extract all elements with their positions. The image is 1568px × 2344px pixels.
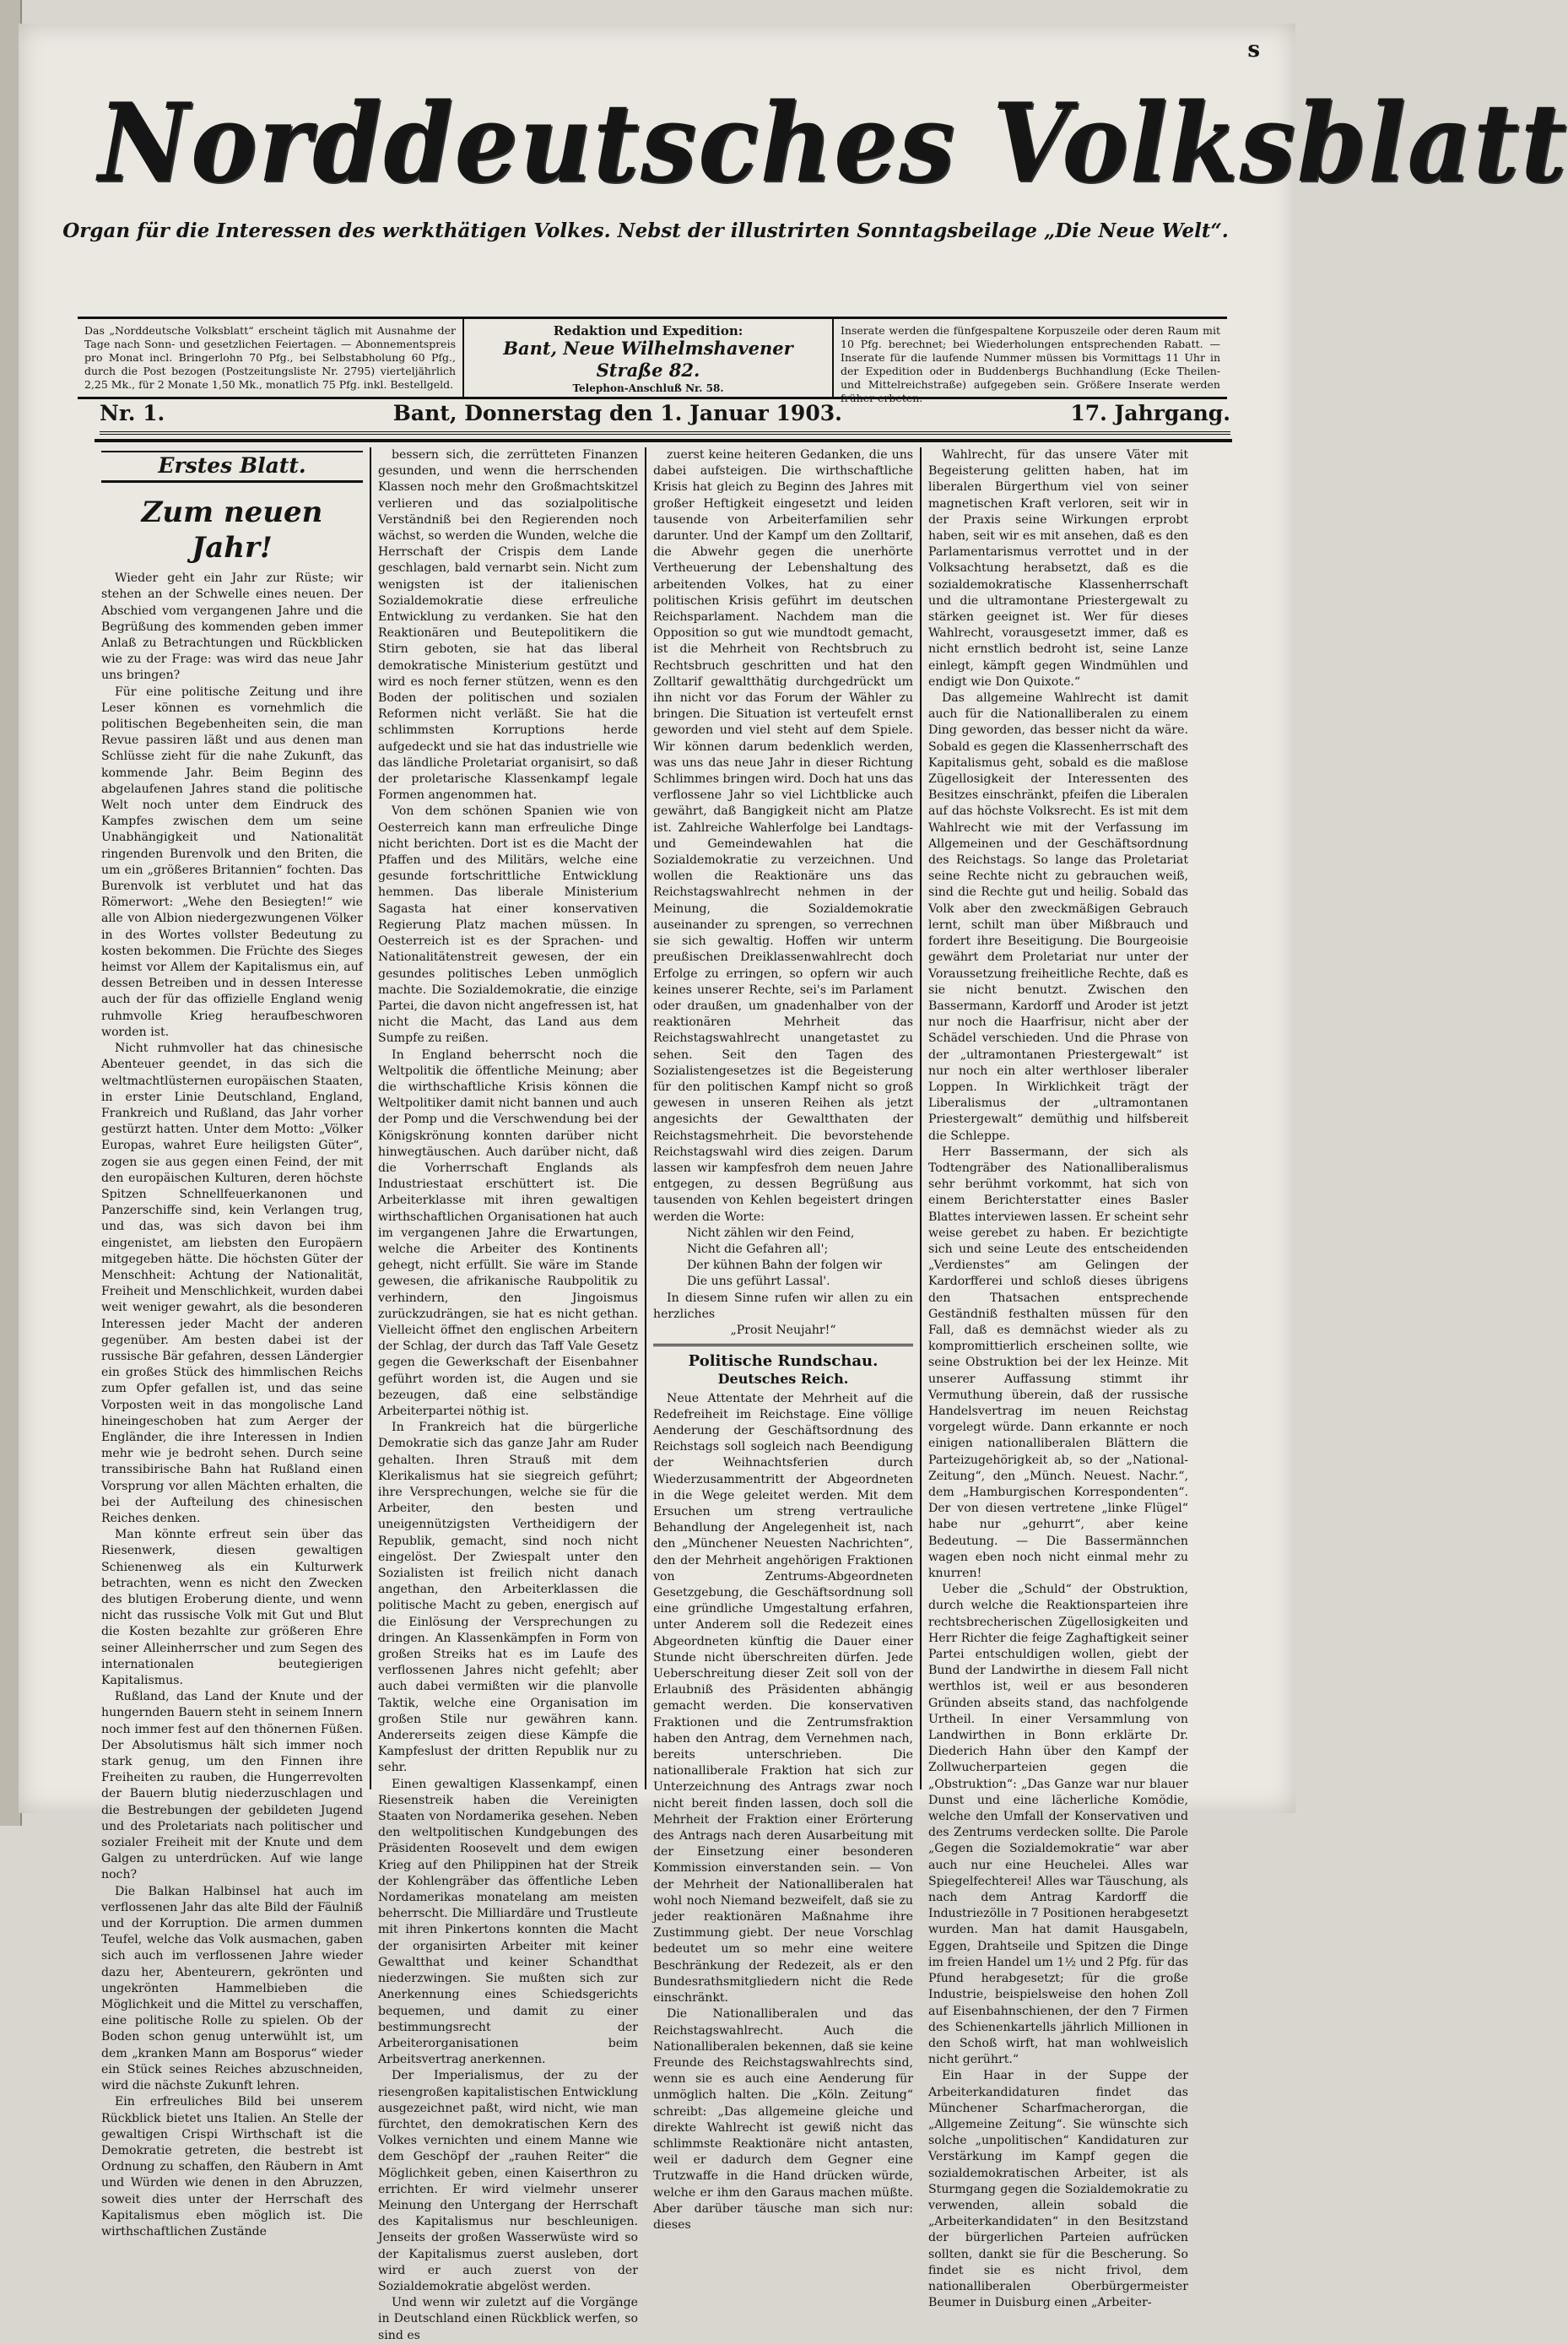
masthead [51,59,1568,287]
poem-line: Der kühnen Bahn der folgen wir [687,1259,882,1273]
paragraph: In diesem Sinne rufen wir allen zu ein herzliches [653,1291,913,1321]
issue-number: Nr. 1. [100,400,165,425]
paragraph: Neue Attentate der Mehrheit auf die Redefreiheit im Reichstage. Eine völlige Aenderung der Geschäftsordnung des Reichstags soll sogleich nach Beendigung der Weihnachtsferien durch Wiederzusammentritt der Abgeordneten in die Wege geleitet werden. Mit dem Ersuchen um streng vertrauliche Behandlung der Angelegenheit ist, nach den „Münchener Neuesten Nachrichten“, den der Mehrheit angehörigen Fraktionen von Zentrums-Abgeordneten Gesetzgebung, die Geschäftsordnung soll eine gründliche Umgestaltung erfahren, unter Anderem soll die Redezeit eines Abgeordneten künftig die Dauer einer Stunde nicht überschreiten dürfen. Jede Ueberschreitung dieser Zeit soll von der Erlaubniß des Präsidenten abhängig gemacht werden. Die konservativen Fraktionen und die Zentrumsfraktion haben den Antrag, dem Vernehmen nach, bereits unterschrieben. Die nationalliberale Fraktion hat sich zur Unterzeichnung des Antrags zwar noch nicht bereit finden lassen, doch soll die Mehrheit der Fraktion einer Erörterung des Antrags nach deren Ausarbeitung mit der Einsetzung einer besonderen Kommission einverstanden sein. — Von der Mehrheit der Nationalliberalen hat wohl noch Niemand bezweifelt, daß sie zu jeder reaktionären Maßnahme ihre Zustimmung giebt. Der neue Vorschlag bedeutet um so mehr eine weitere Beschränkung der Redezeit, als er den Bundesrathsmitgliedern nicht die Rede einschränkt. [653,1391,913,2006]
subscription-info: Das „Norddeutsche Volksblatt“ erscheint täglich mit Ausnahme der Tage nach Sonn- und gesetzlichen Feiertagen. — Abonnementspreis pro Monat incl. Bringerlohn 70 Pfg., bei Selbstabholung 60 Pfg., durch die Post bezogen (Postzeitungsliste Nr. 2795) vierteljährlich 2,25 Mk., für 2 Monate 1,50 Mk., monatlich 75 Pfg. inkl. Bestellgeld. [78,319,464,397]
paragraph: Die Balkan Halbinsel hat auch im verflossenen Jahr das alte Bild der Fäulniß und der Korruption. Die armen dummen Teufel, welche das Volk ausmachen, gaben sich auch im verflossenen Jahre wieder dazu her, Abenteurern, gekrönten und ungekrönten Hammelbieben die Möglichkeit und die Mittel zu verschaffen, eine politische Rolle zu spielen. Ob der Boden schon genug unterwühlt ist, um dem „kranken Mann am Bosporus“ wieder ein Stück seines Reiches abzuschneiden, wird die nächste Zukunft lehren. [101,1884,363,2093]
paragraph: Für eine politische Zeitung und ihre Leser können es vornehmlich die politischen Begebenheiten sein, die man Revue passiren läßt und aus denen man Schlüsse zieht für die nahe Zukunft, das kommende Jahr. Beim Beginn des abgelaufenen Jahres stand die politische Welt noch unter dem Eindruck des Kampfes zwischen dem um seine Unabhängigkeit und Nationalität ringenden Burenvolk und den Briten, die um ein „größeres Britannien“ fochten. Das Burenvolk ist verblutet und hat das Römerwort: „Wehe den Besiegten!“ wie alle von Albion niedergezwungenen Völker in des Wortes vollster Bedeutung zu kosten bekommen. Die Früchte des Sieges heimst vor Allem der Kapitalismus ein, auf dessen Betreiben und in dessen Interesse auch der für das offizielle England wenig ruhmvolle Krieg heraufbeschworen worden ist. [101,685,363,1039]
paragraph: Wieder geht ein Jahr zur Rüste; wir stehen an der Schwelle eines neuen. Der Abschied vom vergangenen Jahre und die Begrüßung des kommenden geben immer Anlaß zu Betrachtungen und Rückblicken wie zu der Frage: was wird das neue Jahr uns bringen? [101,571,363,683]
editorial-heading: Redaktion und Expedition: [553,323,743,338]
issue-date: Bant, Donnerstag den 1. Januar 1903. [392,400,842,425]
paragraph: Ueber die „Schuld“ der Obstruktion, durch welche die Reaktionsparteien ihre rechtsbrecherischen Zügellosigkeiten und Herr Richter die feige Zaghaftigkeit seiner Partei entschuldigen wollen, giebt der Bund der Landwirthe in diesem Fall nicht werthlos ist, weil er aus besonderen Gründen abseits stand, das nachfolgende Urtheil. In einer Versammlung von Landwirthen in Bonn erklärte Dr. Diederich Hahn über den Kampf der Zollwucherparteien gegen die „Obstruktion“: „Das Ganze war nur blauer Dunst und eine lächerliche Komödie, welche den Umfall der Konservativen und des Zentrums verdecken sollte. Die Parole „Gegen die Sozialdemokratie“ war aber auch nur eine Heuchelei. Alles war Spiegelfechterei! Alles war Täuschung, als nach dem Antrag Kardorff die Industriezölle in 7 Positionen herabgesetzt wurden. Man hat damit Hausgabeln, Eggen, Drahtseile und Spitzen die Dinge im freien Handel um 1½ und 2 Pfg. für das Pfund herabgesetzt; für die große Industrie, beispielsweise den hohen Zoll auf Eisenbahnschienen, der den 7 Firmen des Schienenkartells jährlich Millionen in den Schoß wirft, hat man wohlweislich nicht gerührt.“ [928,1583,1188,2067]
sub-heading: Deutsches Reich. [717,1371,849,1388]
article-columns [95,447,1235,2342]
paragraph: Das allgemeine Wahlrecht ist damit auch für die Nationalliberalen zu einem Ding geworden, das besser nicht da wäre. Sobald es gegen die Klassenherrschaft des Kapitalismus geht, sobald es die maßlose Zügellosigkeit der Interessenten des Besitzes einschränkt, pfeifen die Liberalen auf das höchste Volksrecht. Es ist mit dem Wahlrecht wie mit der Verfassung im Allgemeinen und der Geschäftsordnung des Reichstags. So lange das Proletariat seine Rechte nicht zu gebrauchen weiß, sind die Rechte gut und heilig. Sobald das Volk aber den zweckmäßigen Gebrauch lernt, schilt man über Mißbrauch und fordert ihre Beseitigung. Die Bourgeoisie gewährt dem Proletariat nur unter der Voraussetzung freiheitliche Rechte, daß es sie nicht benutzt. Zwischen den Bassermann, Kardorff und Aroder ist jetzt nur noch die Haarfrisur, nicht aber der Schädel verschieden. Und die Phrase von der „ultramontanen Priestergewalt“ ist nur noch ein alter werthloser liberaler Loppen. In Wirklichkeit trägt der Liberalismus der „ultramontanen Priestergewalt“ demüthig und hilfsbereit die Schleppe. [928,691,1188,1143]
section-label: Erstes Blatt. [101,451,363,483]
paragraph: Und wenn wir zuletzt auf die Vorgänge in Deutschland einen Rückblick werfen, so sind es [378,2296,638,2342]
paragraph: Man könnte erfreut sein über das Riesenwerk, diesen gewaltigen Schienenweg als ein Kulturwerk betrachten, wenn es nicht den Zwecken des blutigen Eroberung diente, und wenn nicht das russische Volk mit Gut und Blut die Kosten bezahlte zur größeren Ehre seiner Alleinherrscher und zum Segen des internationalen beutegierigen Kapitalismus. [101,1528,363,1688]
article-heading: Zum neuen Jahr! [141,495,323,566]
paragraph: Ein erfreuliches Bild bei unserem Rückblick bietet uns Italien. An Stelle der gewaltigen Crispi Wirthschaft ist die Demokratie getreten, die bestrebt ist Ordnung zu schaffen, den Räubern in Amt und Würden wie denen in den Abruzzen, soweit dies unter der Herrschaft des Kapitalismus eben möglich ist. Die wirthschaftlichen Zustände [101,2095,363,2238]
paragraph: Die Nationalliberalen und das Reichstagswahlrecht. Auch die Nationalliberalen bekennen, daß sie keine Freunde des Reichstagswahlrechts sind, wenn sie es auch eine Aenderung für unmöglich halten. Die „Köln. Zeitung“ schreibt: „Das allgemeine gleiche und direkte Wahlrecht ist gewiß nicht das schlimmste Reaktionäre nicht antasten, weil er dadurch dem Gegner eine Trutzwaffe in die Hand drücken würde, welche er ihm den Garaus machen müßte. Aber darüber täusche man sich nur: dieses [653,2007,913,2232]
newspaper-subtitle: Organ für die Interessen des werkthätigen Volkes. Nebst der illustrirten Sonntagsbeilage „Die Neue Welt“. [62,219,1229,242]
advertising-info: Inserate werden die fünfgespaltene Korpuszeile oder deren Raum mit 10 Pfg. berechnet; bei Wiederholungen entsprechenden Rabatt. — Inserate für die laufende Nummer müssen bis Vormittags 11 Uhr in der Expedition oder in Buddenbergs Buchhandlung (Ecke Theilen- und Mittelreichstraße) aufgegeben sein. Größere Inserate werden früher erbeten. [841,324,1220,404]
paragraph: In England beherrscht noch die Weltpolitik die öffentliche Meinung; aber die wirthschaftliche Krisis können die Weltpolitiker damit nicht bannen und auch der Pomp und die Verschwendung bei der Königskrönung konnten darüber nicht hinwegtäuschen. Auch darüber nicht, daß die Vorherrschaft Englands als Industriestaat erschüttert ist. Die Arbeiterklasse mit ihren gewaltigen wirthschaftlichen Organisationen hat auch im vergangenen Jahre die Erwartungen, welche die Arbeiter des Kontinents gehegt, nicht erfüllt. Sie wäre im Stande gewesen, die afrikanische Raubpolitik zu verhindern, den Jingoismus zurückzudrängen, sie hat es nicht gethan. Vielleicht öffnet den englischen Arbeitern der Schlag, der durch das Taff Vale Gesetz gegen die Gewerkschaft der Eisenbahner geführt worden ist, die Augen und sie bezeugen, daß eine selbständige Arbeiterpartei nöthig ist. [378,1047,638,1418]
paragraph: Von dem schönen Spanien wie von Oesterreich kann man erfreuliche Dinge nicht berichten. Dort ist es die Macht der Pfaffen und des Militärs, welche eine gesunde fortschrittliche Entwicklung hemmen. Das liberale Ministerium Sagasta hat einer konservativen Regierung Platz machen müssen. In Oesterreich ist es der Sprachen- und Nationalitätenstreit gewesen, der ein gesundes politisches Leben unmöglich machte. Die Sozialdemokratie, die einzige Partei, die davon nicht angefressen ist, hat nicht die Macht, das Land aus dem Sumpfe zu reißen. [378,804,638,1046]
paragraph: Rußland, das Land der Knute und der hungernden Bauern steht in seinem Innern noch immer fest auf den thönernen Füßen. Der Absolutismus hält sich immer noch stark genug, um den Finnen ihre Freiheiten zu rauben, die Hungerrevolten der Bauern blutig niederzuschlagen und die Bestrebungen der gebildeten Jugend und des Proletariats nach politischer und sozialer Freiheit mit der Knute und dem Galgen zu unterdrücken. Auf wie lange noch? [101,1690,363,1882]
editorial-office-info [464,319,834,397]
paragraph: Der Imperialismus, der zu der riesengroßen kapitalistischen Entwicklung ausgezeichnet paßt, wird nicht, wie man fürchtet, den demokratischen Kern des Volkes vernichten und einem Manne wie dem Geschöpf der „rauhen Reiter“ die Möglichkeit geben, einen Kaiserthron zu errichten. Er wird vielmehr unserer Meinung den Untergang der Herrschaft des Kapitalismus nur beschleunigen. Jenseits der großen Wasserwüste wird so der Kapitalismus zuerst ausleben, dort wird er auch zuerst von der Sozialdemokratie abgelöst werden. [378,2069,638,2293]
section-heading: Politische Rundschau. [653,1344,913,1369]
divider-rule [95,439,1232,442]
editorial-address: Bant, Neue Wilhelmshavener Straße 82. [503,338,793,381]
paragraph: In Frankreich hat die bürgerliche Demokratie sich das ganze Jahr am Ruder gehalten. Ihren Strauß mit dem Klerikalismus hat sie siegreich geführt; ihre Versprechungen, welche sie für die Arbeiter, den besten und uneigennützigsten Vertheidigern der Republik, gemacht, sind noch nicht eingelöst. Der Zwiespalt unter den Sozialisten ist freilich nicht danach angethan, den Arbeiterklassen die politische Macht zu geben, energisch auf die Einlösung der Versprechungen zu dringen. An Klassenkämpfen in Form von großen Streiks hat es im Laufe des verflossenen Jahres nicht gefehlt; aber auch dabei vermißten wir die planvolle Taktik, welche eine Organisation im großen Stile nur gewähren kann. Andererseits zeigen diese Kämpfe die Kampfeslust der dritten Republik nur zu sehr. [378,1421,638,1775]
issue-year: 17. Jahrgang. [1070,400,1230,425]
issue-line [100,394,1230,435]
poem-line: Nicht die Gefahren all'; [687,1242,829,1256]
page-marker: s [1247,37,1260,62]
info-box [78,317,1227,404]
column-3 [645,447,920,2232]
paragraph: zuerst keine heiteren Gedanken, die uns dabei aufsteigen. Die wirthschaftliche Krisis hat gleich zu Beginn des Jahres mit großer Heftigkeit eingesetzt und leiden tausende von Arbeiterfamilien sehr darunter. Und der Kampf um den Zolltarif, die Abwehr gegen die unerhörte Vertheuerung der Lebenshaltung des arbeitenden Volkes, hat zu einer politischen Krisis geführt im deutschen Reichsparlament. Nachdem man die Opposition so gut wie mundtodt gemacht, ist die Mehrheit von Rechtsbruch zu Rechtsbruch geschritten und hat den Zolltarif gewaltthätig durchgedrückt um ihn nicht vor das Forum der Wähler zu bringen. Die Situation ist verteufelt ernst geworden und viel steht auf dem Spiele. Wir können darum bedenklich werden, was uns das neue Jahr in dieser Richtung Schlimmes bringen wird. Doch hat uns das verflossene Jahr so viel Lichtblicke auch gewährt, daß Bangigkeit nicht am Platze ist. Zahlreiche Wahlerfolge bei Landtags- und Gemeindewahlen hat die Sozialdemokratie zu verzeichnen. Und wollen die Reaktionäre uns das Reichstagswahlrecht nehmen in der Meinung, die Sozialdemokratie auseinander zu sprengen, so verrechnen sie sich gewaltig. Hoffen wir unterm preußischen Dreiklassenwahlrecht doch Erfolge zu erringen, so opfern wir auch keines unserer Rechte, sei's im Parlament oder draußen, um gnadenhalber von der reaktionären Mehrheit das Reichstagswahlrecht unangetastet zu sehen. Seit den Tagen des Sozialistengesetzes ist die Begeisterung für den politischen Kampf nicht so groß gewesen in unseren Reihen als jetzt angesichts der Gewaltthaten der Reichstagsmehrheit. Die bevorstehende Reichstagswahl wird dies zeigen. Darum lassen wir kampfesfroh dem neuen Jahre entgegen, zu dessen Begrüßung aus tausenden von Kehlen begeistert dringen werden die Worte: [653,448,913,1224]
poem-line: Die uns geführt Lassal'. [687,1275,830,1289]
paragraph: Nicht ruhmvoller hat das chinesische Abenteuer geendet, in das sich die weltmachtlüsternen europäischen Staaten, in erster Linie Deutschland, England, Frankreich und Rußland, das Jahr vorher gestürzt hatten. Unter dem Motto: „Völker Europas, wahret Eure heiligsten Güter“, zogen sie aus gegen einen Feind, der mit den europäischen Kulturen, deren höchste Spitzen Schnellfeuerkanonen und Panzerschiffe sind, kein Verlangen trug, und das, was sich davon bei ihm eingenistet, am liebsten den Europäern mitgegeben hätte. Die höchsten Güter der Menschheit: Achtung der Nationalität, Freiheit und Menschlichkeit, wurden dabei weit weniger gewahrt, als die besonderen Interessen jeder Macht der anderen gegenüber. Am besten dabei ist der russische Bär gefahren, dessen Ländergier ein großes Stück des himmlischen Reichs zum Opfer gefallen ist, und das seine Vorposten weit in das mongolische Land hineingeschoben hat zum Aerger der Engländer, die ihre Interessen in Indien mehr wie je bedroht sehen. Durch seine transsibirische Bahn hat Rußland einen Vorsprung vor allen Mächten erhalten, die bei der Aufteilung des chinesischen Reiches denken. [101,1042,363,1525]
poem-line: Nicht zählen wir den Feind, [687,1226,855,1240]
editorial-phone: Telephon-Anschluß Nr. 58. [572,382,724,394]
paragraph: bessern sich, die zerrütteten Finanzen gesunden, und wenn die herrschenden Klassen noch mehr den Großmachtskitzel verlieren und das sozialpolitische Verständniß bei den Regierenden noch wächst, so werden die Wunden, welche die Herrschaft der Crispis dem Lande geschlagen, bald vernarbt sein. Nicht zum wenigsten ist der italienischen Sozialdemokratie diese erfreuliche Entwicklung zu verdanken. Sie hat den Reaktionären und Beutepolitikern die Stirn geboten, sie hat das liberal demokratische Ministerium gestützt und wird es noch ferner stützen, wenn es den Boden der politischen und sozialen Reformen nicht verläßt. Sie hat die schlimmsten Korruptions herde aufgedeckt und sie hat das industrielle wie das ländliche Proletariat organisirt, so daß der proletarische Klassenkampf legale Formen angenommen hat. [378,448,638,803]
paragraph: Wahlrecht, für das unsere Väter mit Begeisterung gelitten haben, hat im liberalen Bürgerthum viel von seiner magnetischen Kraft verloren, seit wir in der Praxis seine Wirkungen erprobt haben, seit wir es mit ansehen, daß es den Parlamentarismus verrottet und in der Volksachtung herabsetzt, daß es die sozialdemokratische Klassenherrschaft und die ultramontane Priestergewalt zu stärken geeignet ist. Wer für dieses Wahlrecht, vorausgesetzt immer, daß es nicht ernstlich bedroht ist, seine Lanze einlegt, kämpft gegen Windmühlen und endigt wie Don Quixote.“ [928,448,1188,689]
paragraph: Herr Bassermann, der sich als Todtengräber des Nationalliberalismus sehr berühmt vorkommt, hat sich von einem Berichterstatter eines Basler Blattes interviewen lassen. Er scheint sehr weise gerebet zu haben. Er bezichtigte sich und seine Leute des entscheidenden „Verdienstes“ am Gelingen der Kardorfferei und schloß dieses übrigens den Thatsachen entsprechende Geständniß festhalten müssen für den Fall, daß es demnächst wieder als zu kompromittierlich erscheinen sollte, wie seine Obstruktion bei der lex Heinze. Mit unserer Auffassung stimmt ihr Vermuthung überein, daß der russische Handelsvertrag im neuen Reichstag vorgelegt würde. Dann erkannte er noch einigen nationalliberalen Blättern die Parteizugehörigkeit ab, so der „National-Zeitung“, den „Münch. Neuest. Nachr.“, dem „Hamburgischen Korrespondenten“. Der von diesen vertretene „linke Flügel“ habe nur „gehurrt“, aber keine Bedeutung. — Die Bassermännchen wagen eben noch nicht einmal mehr zu knurren! [928,1145,1188,1581]
newspaper-title: Norddeutsches Volksblatt [98,80,1568,207]
column-1 [95,447,370,2238]
paragraph: Ein Haar in der Suppe der Arbeiterkandidaturen findet das Münchener Scharfmacherorgan, die „Allgemeine Zeitung“. Sie wünschte sich solche „unpolitischen“ Kandidaturen zur Verstärkung im Kampf gegen die sozialdemokratischen Arbeiter, ist als Sturmgang gegen die Sozialdemokratie zu verwenden, allein sobald die „Arbeiterkandidaten“ in den Besitzstand der bürgerlichen Parteien aufrücken sollten, dankt sie für die Bescherung. So findet sie es nicht frivol, dem nationalliberalen Oberbürgermeister Beumer in Duisburg einen „Arbeiter- [928,2069,1188,2310]
prosit-line: „Prosit Neujahr!“ [730,1323,836,1337]
paragraph: Einen gewaltigen Klassenkampf, einen Riesenstreik haben die Vereinigten Staaten von Nordamerika gesehen. Neben den weltpolitischen Kundgebungen des Präsidenten Roosevelt und dem ewigen Krieg auf den Philippinen hat der Streik der Kohlengräber das öffentliche Leben Nordamerikas monatelang am meisten beherrscht. Die Milliardäre und Trustleute mit ihren Pinkertons konnten die Macht der organisirten Arbeiter mit keiner Gewaltthat und keiner Schandthat niederzwingen. Sie mußten sich zur Anerkennung eines Schiedsgerichts bequemen, und damit zu einer bestimmungsrecht der Arbeiterorganisationen beim Arbeitsvertrag anerkennen. [378,1777,638,2067]
column-2 [370,447,645,2342]
column-4 [920,447,1195,2310]
